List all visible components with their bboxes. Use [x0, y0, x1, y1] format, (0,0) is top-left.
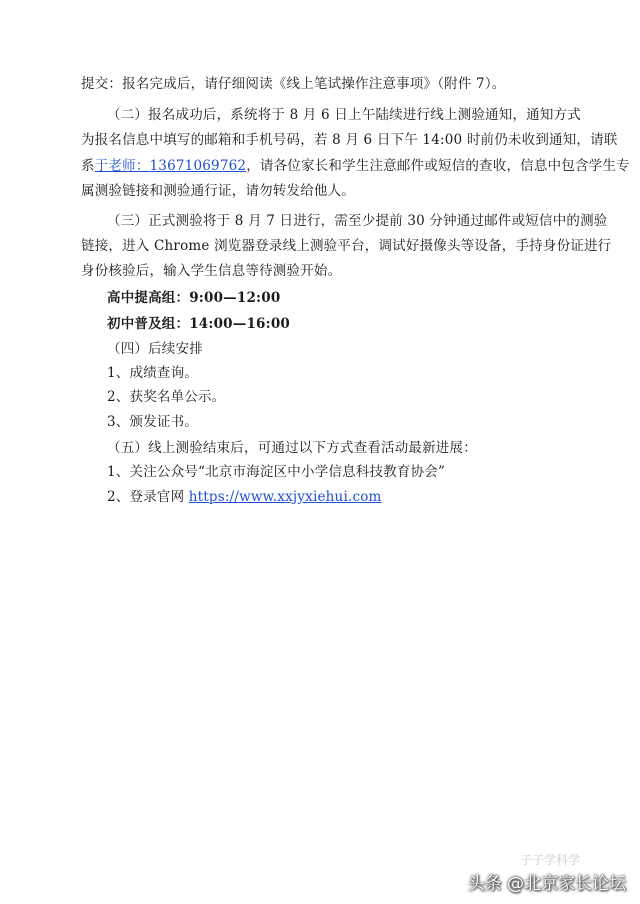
text-line: 属测验链接和测验通行证，请勿转发给他人。	[81, 183, 355, 199]
text-fragment: ，请各位家长和学生注意邮件或短信的查收，信息中包含学生专	[246, 158, 630, 174]
schedule-high-school: 高中提高组：9:00—12:00	[107, 290, 281, 306]
text-fragment: 系	[81, 158, 95, 174]
text-line: 链接，进入 Chrome 浏览器登录线上测验平台，调试好摄像头等设备，手持身份证进行	[81, 238, 612, 254]
faint-watermark: 子子学科学	[519, 853, 580, 867]
toutiao-watermark: 头条 @北京家长论坛	[467, 874, 626, 894]
text-line	[81, 157, 630, 175]
list-item	[107, 488, 382, 506]
list-item: 1、关注公众号“北京市海淀区中小学信息科技教育协会”	[107, 464, 446, 480]
list-item: 3、颁发证书。	[107, 414, 198, 430]
text-line: （三）正式测验将于 8 月 7 日进行，需至少提前 30 分钟通过邮件或短信中的测验	[107, 213, 608, 229]
list-item: 1、成绩查询。	[107, 365, 198, 381]
text-fragment: 2、登录官网	[107, 489, 189, 505]
text-line: （五）线上测验结束后，可通过以下方式查看活动最新进展：	[107, 440, 477, 456]
list-item: 2、获奖名单公示。	[107, 389, 226, 405]
section-heading: （四）后续安排	[107, 341, 203, 357]
text-line: （二）报名成功后，系统将于 8 月 6 日上午陆续进行线上测验通知，通知方式	[107, 107, 581, 123]
website-link[interactable]: https://www.xxjyxiehui.com	[188, 489, 382, 505]
text-line: 身份核验后，输入学生信息等待测验开始。	[81, 263, 342, 279]
text-line: 提交：报名完成后，请仔细阅读《线上笔试操作注意事项》（附件 7）。	[81, 76, 506, 92]
schedule-junior-high: 初中普及组：14:00—16:00	[107, 316, 291, 332]
text-line: 为报名信息中填写的邮箱和手机号码，若 8 月 6 日下午 14:00 时前仍未收到通知，请联	[81, 132, 618, 148]
contact-link[interactable]: 于老师：13671069762	[94, 158, 247, 174]
